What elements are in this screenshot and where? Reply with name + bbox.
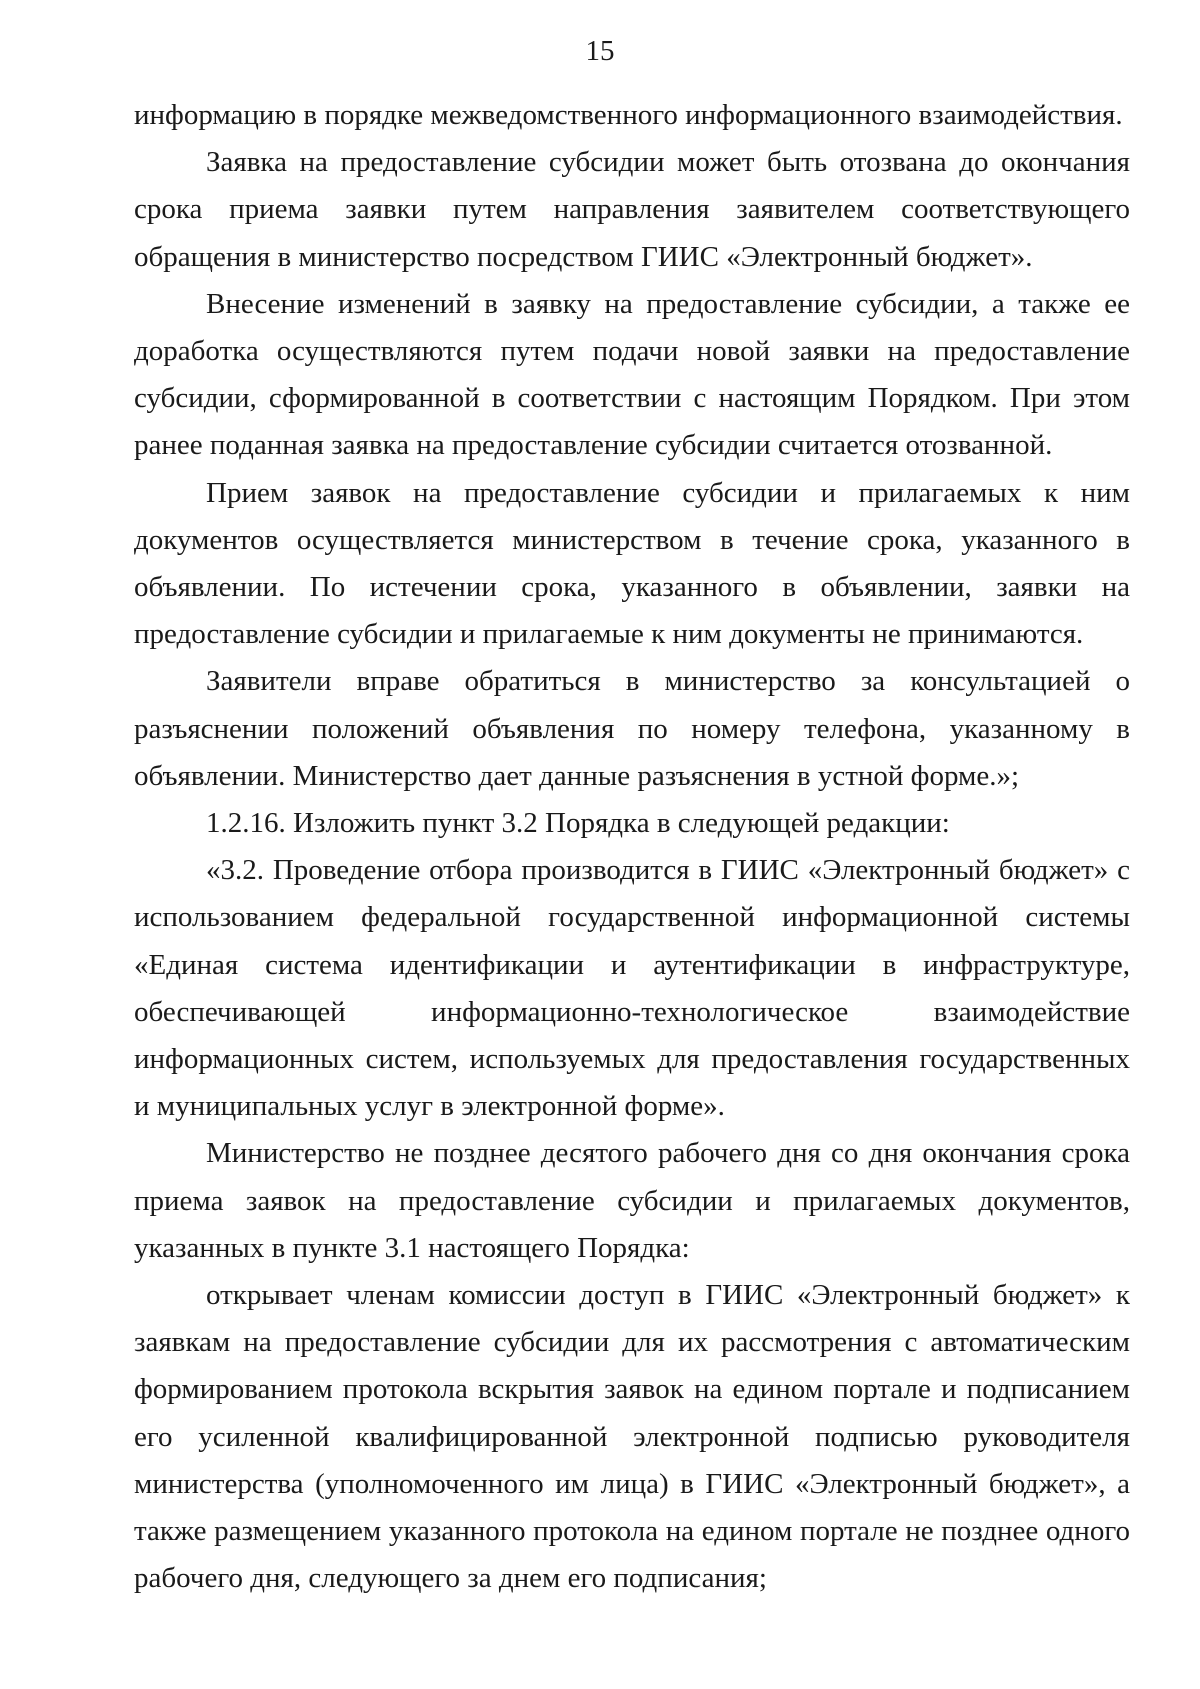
- paragraph-commission-access: открывает членам комиссии доступ в ГИИС «Электронный бюджет» к заявкам на предоставление субсидии для их рассмотрения с автоматическим формированием протокола вскрытия заявок на едином портале и подписанием его усиленной квалифицированной электронной подписью руководителя министерства (уполномоченного им лица) в ГИИС «Электронный бюджет», а также размещением указанного протокола на едином портале не позднее одного рабочего дня, следующего за днем его подписания;: [134, 1279, 1130, 1595]
- paragraph-application-withdrawal: Заявка на предоставление субсидии может быть отозвана до окончания срока приема заявки путем направления заявителем соответствующего обращения в министерство посредством ГИИС «Электронный бюджет».: [134, 146, 1130, 273]
- paragraph-application-changes: Внесение изменений в заявку на предоставление субсидии, а также ее доработка осуществляются путем подачи новой заявки на предоставление субсидии, сформированной в соответствии с настоящим Порядком. При этом ранее поданная заявка на предоставление субсидии считается отозванной.: [134, 287, 1130, 462]
- page-number: 15: [585, 35, 615, 67]
- paragraph-continuation: информацию в порядке межведомственного информационного взаимодействия.: [134, 99, 1123, 131]
- document-body: [134, 92, 1130, 1603]
- paragraph-amendment-clause: 1.2.16. Изложить пункт 3.2 Порядка в следующей редакции:: [206, 807, 950, 840]
- paragraph-selection-procedure: «3.2. Проведение отбора производится в ГИИС «Электронный бюджет» с использованием федеральной государственной информационной системы «Единая система идентификации и аутентификации в инфраструктуре, обеспечивающей информационно-технологическое взаимодействие информационных систем, используемых для предоставления государственных и муниципальных услуг в электронной форме».: [134, 854, 1130, 1123]
- paragraph-ministry-deadline: Министерство не позднее десятого рабочего дня со дня окончания срока приема заявок на предоставление субсидии и прилагаемых документов, указанных в пункте 3.1 настоящего Порядка:: [134, 1137, 1130, 1264]
- paragraph-consultation: Заявители вправе обратиться в министерство за консультацией о разъяснении положений объявления по номеру телефона, указанному в объявлении. Министерство дает данные разъяснения в устной форме.»;: [134, 665, 1130, 792]
- paragraph-application-receipt: Прием заявок на предоставление субсидии и прилагаемых к ним документов осуществляется министерством в течение срока, указанного в объявлении. По истечении срока, указанного в объявлении, заявки на предоставление субсидии и прилагаемые к ним документы не принимаются.: [134, 476, 1130, 651]
